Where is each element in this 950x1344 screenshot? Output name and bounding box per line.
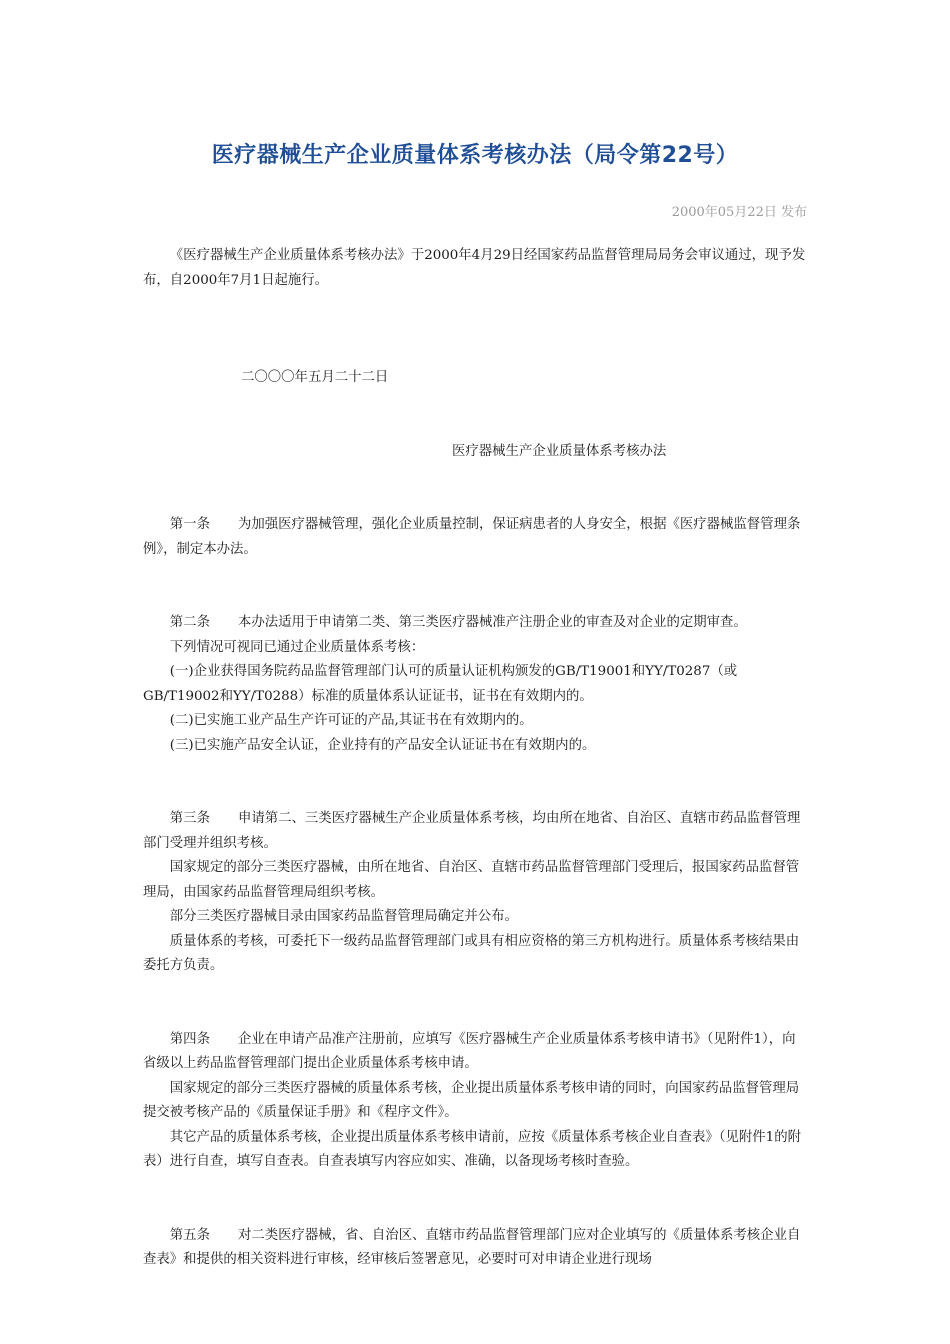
article-paragraph: 部分三类医疗器械目录由国家药品监督管理局确定并公布。 xyxy=(169,909,518,924)
article-label: 第一条 xyxy=(169,517,210,532)
article-label: 第三条 xyxy=(169,811,210,826)
article-paragraph: 国家规定的部分三类医疗器械，由所在地省、自治区、直辖市药品监督管理部门受理后，报国家药品监督管理局，由国家药品监督管理局组织考核。 xyxy=(143,860,800,900)
article-text: 申请第二、三类医疗器械生产企业质量体系考核，均由所在地省、自治区、直辖市药品监督管理部门受理并组织考核。 xyxy=(143,811,801,851)
publish-date: 2000年05月22日 发布 xyxy=(671,205,807,220)
article-3 xyxy=(143,807,808,856)
article-label: 第五条 xyxy=(169,1227,210,1243)
doc-subtitle: 医疗器械生产企业质量体系考核办法 xyxy=(452,443,667,459)
article-paragraph: (三)已实施产品安全认证，企业持有的产品安全认证证书在有效期内的。 xyxy=(169,737,596,753)
article-5 xyxy=(143,1224,808,1273)
article-paragraph: 质量体系的考核，可委托下一级药品监督管理部门或具有相应资格的第三方机构进行。质量体系考核结果由委托方负责。 xyxy=(143,933,800,973)
intro-paragraph: 《医疗器械生产企业质量体系考核办法》于2000年4月29日经国家药品监督管理局局务会审议通过，现予发布，自2000年7月1日起施行。 xyxy=(143,248,806,288)
article-paragraph: (二)已实施工业产品生产许可证的产品,其证书在有效期内的。 xyxy=(169,713,533,728)
article-text: 本办法适用于申请第二类、第三类医疗器械准产注册企业的审查及对企业的定期审查。 xyxy=(237,615,747,630)
article-label: 第四条 xyxy=(169,1031,210,1047)
sign-date: 二〇〇〇年五月二十二日 xyxy=(241,370,389,385)
article-label: 第二条 xyxy=(169,615,210,630)
document-body xyxy=(143,244,808,1273)
article-paragraph: 其它产品的质量体系考核，企业提出质量体系考核申请前，应按《质量体系考核企业自查表》（见附件1的附表）进行自查，填写自查表。自查表填写内容应如实、准确，以备现场考核时查验。 xyxy=(143,1129,801,1169)
article-text: 企业在申请产品准产注册前，应填写《医疗器械生产企业质量体系考核申请书》（见附件1），向省级以上药品监督管理部门提出企业质量体系考核申请。 xyxy=(143,1031,796,1071)
article-paragraph: 下列情况可视同已通过企业质量体系考核： xyxy=(169,639,425,655)
article-paragraph: (一)企业获得国务院药品监督管理部门认可的质量认证机构颁发的GB/T19001和YY/T0287（或GB/T19002和YY/T0288）标准的质量体系认证证书，证书在有效期内的。 xyxy=(143,664,738,704)
article-paragraph: 国家规定的部分三类医疗器械的质量体系考核，企业提出质量体系考核申请的同时，向国家药品监督管理局提交被考核产品的《质量保证手册》和《程序文件》。 xyxy=(143,1080,800,1120)
article-4 xyxy=(143,1028,808,1077)
article-1 xyxy=(143,513,808,562)
article-text: 为加强医疗器械管理，强化企业质量控制，保证病患者的人身安全，根据《医疗器械监督管理条例》，制定本办法。 xyxy=(143,517,801,557)
article-2 xyxy=(143,611,808,636)
page-title: 医疗器械生产企业质量体系考核办法（局令第22号） xyxy=(211,143,739,168)
article-text: 对二类医疗器械，省、自治区、直辖市药品监督管理部门应对企业填写的《质量体系考核企业自查表》和提供的相关资料进行审核，经审核后签署意见，必要时可对申请企业进行现场 xyxy=(143,1227,801,1267)
